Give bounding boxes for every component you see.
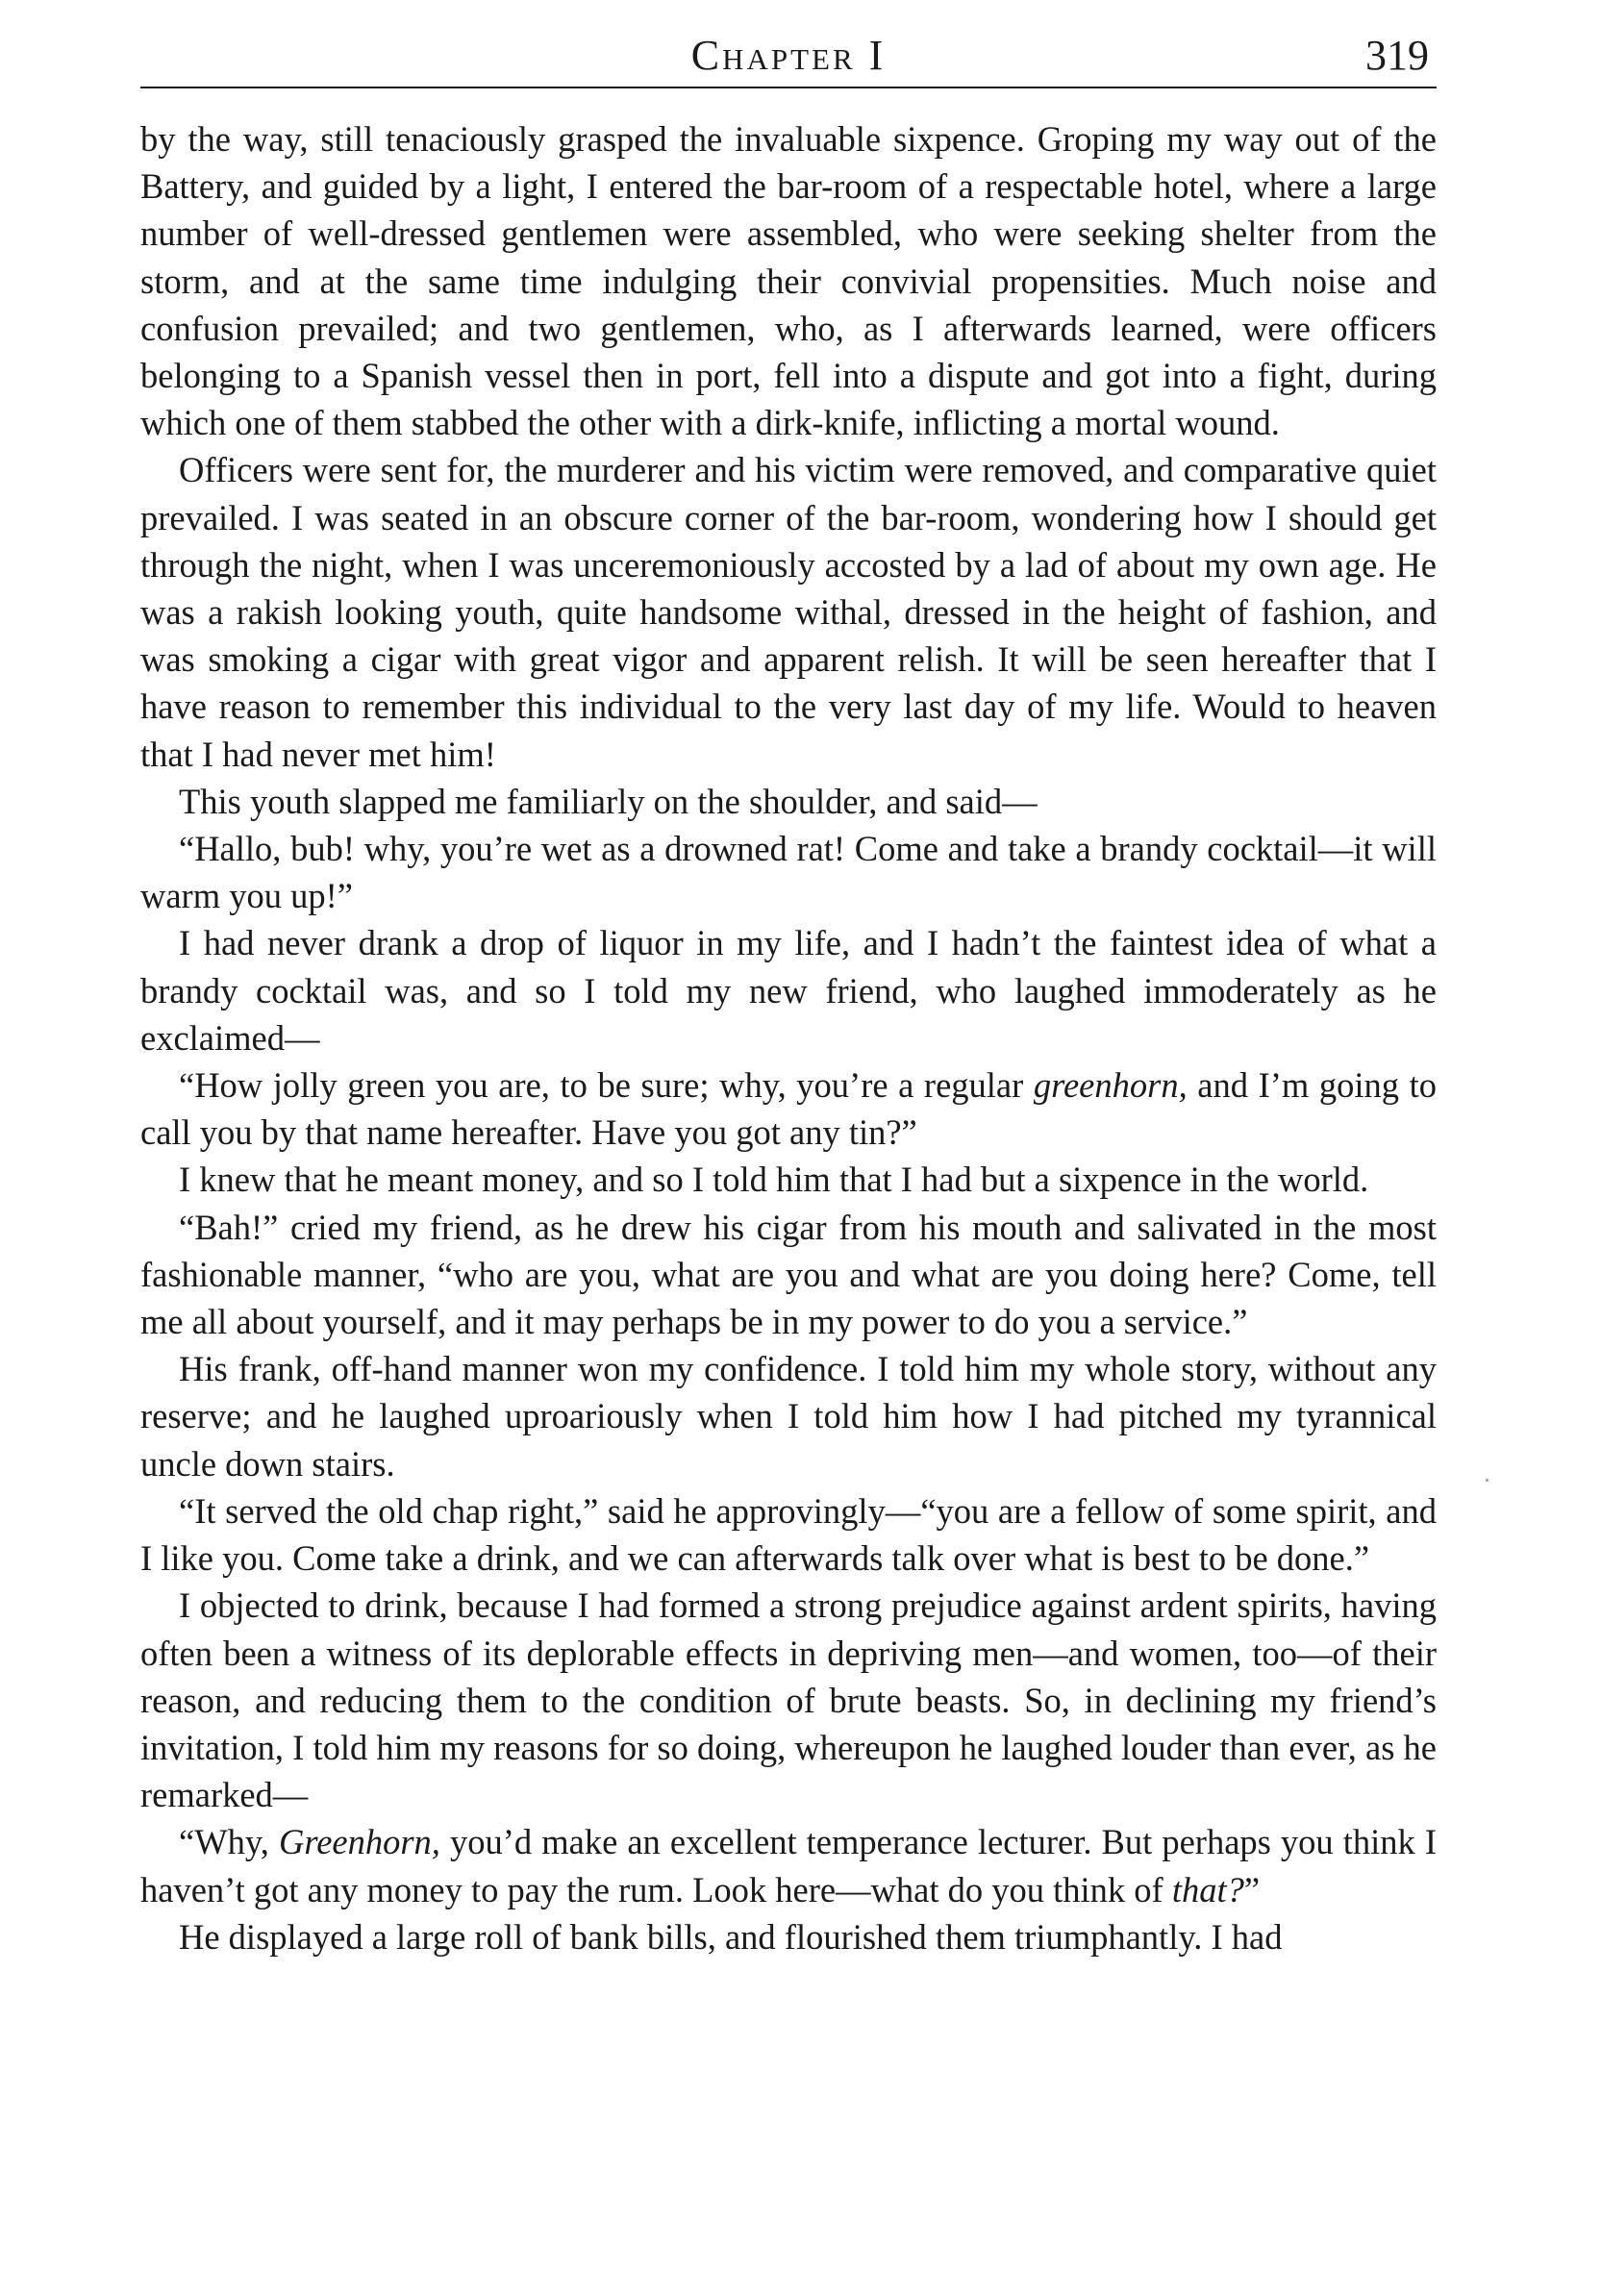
paragraph (140, 1582, 1437, 1818)
text-run: “How jolly green you are, to be sure; why, you’re a regular (179, 1065, 1034, 1106)
text-run: by the way, still tenaciously grasped the invaluable sixpence. Groping my way out of the Battery, and guided by a light, I entered the bar-room of a respectable hotel, where a large number of well-dressed gentlemen were assembled, who were seeking shelter from the storm, and at the same time indulging their convivial propensities. Much noise and confusion prevailed; and two gentlemen, who, as I afterwards learned, were officers belonging to a Spanish vessel then in port, fell into a dispute and got into a fight, during which one of them stabbed the other with a dirk-knife, inflicting a mortal wound. (140, 119, 1437, 443)
text-run: This youth slapped me familiarly on the shoulder, and said— (179, 781, 1038, 821)
paragraph (140, 1061, 1437, 1156)
text-run: He displayed a large roll of bank bills, and flourished them triumphantly. I had (179, 1916, 1283, 1957)
paragraph (140, 1204, 1437, 1346)
text-run: I objected to drink, because I had formed a strong prejudice against ardent spirits, having often been a witness of its deplorable effects in depriving men—and women, too—of their reason, and reducing them to the condition of brute beasts. So, in declining my friend’s invitation, I told him my reasons for so doing, whereupon he laughed louder than ever, as he remarked— (140, 1585, 1437, 1815)
paragraph (140, 919, 1437, 1061)
paragraph (140, 446, 1437, 777)
paragraph (140, 1913, 1437, 1960)
paragraph (140, 115, 1437, 446)
text-run: you’d make an excellent temperance lecturer. But perhaps you think I haven’t got any money to pay the rum. Look here—what do you think of (140, 1822, 1438, 1909)
text-run: Officers were sent for, the murderer and his victim were removed, and comparative quiet prevailed. I was seated in an obscure corner of the bar-room, wondering how I should get through the night, when I was unceremoniously accosted by a lad of about my own age. He was a rakish looking youth, quite handsome withal, dressed in the height of fashion, and was smoking a cigar with great vigor and apparent relish. It will be seen hereafter that I have reason to remember this individual to the very last day of my life. Would to heaven that I had never met him! (140, 450, 1437, 774)
page-number: 319 (1365, 32, 1429, 79)
text-run: “Why, (179, 1822, 279, 1862)
text-run: ” (1243, 1869, 1261, 1909)
italic-text: greenhorn, (1033, 1065, 1188, 1106)
paragraph (140, 778, 1437, 825)
paragraph (140, 1818, 1437, 1912)
body-text (140, 115, 1437, 1960)
chapter-title: Chapter I (690, 32, 887, 79)
text-run: His frank, off-hand manner won my confidence. I told him my whole story, without any reserve; and he laughed uproariously when I told him how I had pitched my tyrannical uncle down stairs. (140, 1349, 1437, 1484)
header-rule (140, 87, 1437, 88)
paragraph (140, 825, 1437, 919)
italic-text: that? (1171, 1869, 1244, 1909)
italic-text: Greenhorn, (278, 1822, 440, 1862)
paragraph (140, 1156, 1437, 1203)
paper-speck (1486, 1479, 1488, 1482)
text-run: “It served the old chap right,” said he approvingly—“you are a fellow of some spirit, and I like you. Come take a drink, and we can afterwards talk over what is best to be done.” (140, 1490, 1437, 1579)
text-run: “Bah!” cried my friend, as he drew his cigar from his mouth and salivated in the most fashionable manner, “who are you, what are you and what are you doing here? Come, tell me all about yourself, and it may perhaps be in my power to do you a service.” (140, 1207, 1437, 1342)
text-run: I knew that he meant money, and so I told him that I had but a sixpence in the world. (179, 1160, 1369, 1200)
paragraph (140, 1345, 1437, 1487)
text-run: and I’m going to call you by that name hereafter. Have you got any tin?” (140, 1065, 1438, 1153)
paragraph (140, 1487, 1437, 1582)
text-run: I had never drank a drop of liquor in my life, and I hadn’t the faintest idea of what a brandy cocktail was, and so I told my new friend, who laughed immoderately as he exclaimed— (140, 923, 1437, 1058)
text-run: “Hallo, bub! why, you’re wet as a drowned rat! Come and take a brandy cocktail—it will warm you up!” (140, 829, 1437, 916)
running-head (140, 21, 1437, 88)
